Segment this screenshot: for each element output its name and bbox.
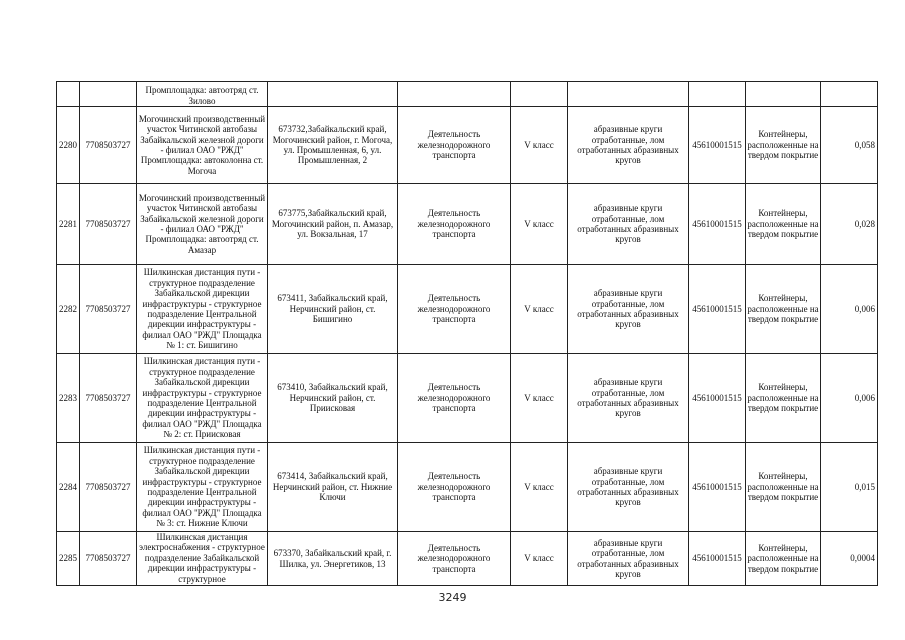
activity-cell: Деятельность железнодорожного транспорта — [398, 443, 511, 532]
row-number: 2282 — [57, 265, 80, 354]
amount-cell: 0,028 — [821, 184, 878, 265]
waste-type-cell: абразивные круги отработанные, лом отработанных абразивных кругов — [568, 532, 689, 586]
waste-code-cell: 45610001515 — [689, 265, 746, 354]
enterprise-cell: Шилкинская дистанция пути - структурное подразделение Забайкальской дирекции инфраструктуры - структурное подразделение Центральной дирекции инфраструктуры - филиал ОАО "РЖД" Площадка № 1: ст. Бишигино — [137, 265, 268, 354]
amount-cell: 0,058 — [821, 107, 878, 184]
activity-cell: Деятельность железнодорожного транспорта — [398, 184, 511, 265]
row-number: 2280 — [57, 107, 80, 184]
enterprise-cell: Могочинский производственный участок Читинской автобазы Забайкальской железной дороги - филиал ОАО "РЖД" Промплощадка: автоколонна ст. Могоча — [137, 107, 268, 184]
waste-type-cell: абразивные круги отработанные, лом отработанных абразивных кругов — [568, 443, 689, 532]
waste-code-cell: 45610001515 — [689, 354, 746, 443]
address-cell: 673411, Забайкальский край, Нерчинский район, ст. Бишигино — [268, 265, 398, 354]
storage-cell: Контейнеры, расположенные на твердом покрытие — [746, 443, 821, 532]
amount-cell: 0,006 — [821, 265, 878, 354]
enterprise-cell: Шилкинская дистанция пути - структурное подразделение Забайкальской дирекции инфраструктуры - структурное подразделение Центральной дирекции инфраструктуры - филиал ОАО "РЖД" Площадка № 2: ст. Приисковая — [137, 354, 268, 443]
hazard-class-cell: V класс — [511, 443, 568, 532]
address-cell: 673410, Забайкальский край, Нерчинский район, ст. Приисковая — [268, 354, 398, 443]
inn-cell: 7708503727 — [80, 443, 137, 532]
hazard-class-cell: V класс — [511, 107, 568, 184]
waste-code-cell: 45610001515 — [689, 443, 746, 532]
waste-type-cell: абразивные круги отработанные, лом отработанных абразивных кругов — [568, 107, 689, 184]
address-cell: 673414, Забайкальский край, Нерчинский район, ст. Нижние Ключи — [268, 443, 398, 532]
waste-type-cell: абразивные круги отработанные, лом отработанных абразивных кругов — [568, 184, 689, 265]
row-number: 2283 — [57, 354, 80, 443]
waste-type-cell: абразивные круги отработанные, лом отработанных абразивных кругов — [568, 265, 689, 354]
table-row — [57, 354, 878, 443]
table-row — [57, 107, 878, 184]
waste-registry-table — [56, 81, 878, 586]
inn-cell: 7708503727 — [80, 107, 137, 184]
hazard-class-cell: V класс — [511, 265, 568, 354]
enterprise-cell: Промплощадка: автоотряд ст. Зилово — [137, 82, 268, 107]
amount-cell: 0,006 — [821, 354, 878, 443]
address-cell: 673732,Забайкальский край, Могочинский район, г. Могоча, ул. Промышленная, 6, ул. Промышленная, 2 — [268, 107, 398, 184]
waste-code-cell: 45610001515 — [689, 184, 746, 265]
storage-cell: Контейнеры, расположенные на твердом покрытие — [746, 265, 821, 354]
address-cell: 673775,Забайкальский край, Могочинский район, п. Амазар, ул. Вокзальная, 17 — [268, 184, 398, 265]
waste-code-cell: 45610001515 — [689, 532, 746, 586]
hazard-class-cell: V класс — [511, 532, 568, 586]
activity-cell: Деятельность железнодорожного транспорта — [398, 107, 511, 184]
table-row — [57, 532, 878, 586]
table-row — [57, 443, 878, 532]
hazard-class-cell: V класс — [511, 354, 568, 443]
storage-cell: Контейнеры, расположенные на твердом покрытие — [746, 184, 821, 265]
storage-cell: Контейнеры, расположенные на твердом покрытие — [746, 532, 821, 586]
enterprise-cell: Шилкинская дистанция пути - структурное подразделение Забайкальской дирекции инфраструктуры - структурное подразделение Центральной дирекции инфраструктуры - филиал ОАО "РЖД" Площадка № 3: ст. Нижние Ключи — [137, 443, 268, 532]
inn-cell: 7708503727 — [80, 354, 137, 443]
page-number: 3249 — [438, 591, 467, 604]
storage-cell: Контейнеры, расположенные на твердом покрытие — [746, 354, 821, 443]
row-number: 2285 — [57, 532, 80, 586]
row-number: 2284 — [57, 443, 80, 532]
address-cell: 673370, Забайкальский край, г. Шилка, ул. Энергетиков, 13 — [268, 532, 398, 586]
activity-cell: Деятельность железнодорожного транспорта — [398, 354, 511, 443]
waste-type-cell: абразивные круги отработанные, лом отработанных абразивных кругов — [568, 354, 689, 443]
hazard-class-cell: V класс — [511, 184, 568, 265]
activity-cell: Деятельность железнодорожного транспорта — [398, 265, 511, 354]
inn-cell: 7708503727 — [80, 532, 137, 586]
enterprise-cell: Шилкинская дистанция электроснабжения - структурное подразделение Забайкальской дирекции инфраструктуры - структурное — [137, 532, 268, 586]
activity-cell: Деятельность железнодорожного транспорта — [398, 532, 511, 586]
table-row — [57, 265, 878, 354]
inn-cell: 7708503727 — [80, 184, 137, 265]
storage-cell: Контейнеры, расположенные на твердом покрытие — [746, 107, 821, 184]
enterprise-cell: Могочинский производственный участок Читинской автобазы Забайкальской железной дороги - филиал ОАО "РЖД" Промплощадка: автоотряд ст. Амазар — [137, 184, 268, 265]
inn-cell: 7708503727 — [80, 265, 137, 354]
table-row — [57, 82, 878, 107]
amount-cell: 0,0004 — [821, 532, 878, 586]
row-number: 2281 — [57, 184, 80, 265]
table-row — [57, 184, 878, 265]
waste-code-cell: 45610001515 — [689, 107, 746, 184]
amount-cell: 0,015 — [821, 443, 878, 532]
